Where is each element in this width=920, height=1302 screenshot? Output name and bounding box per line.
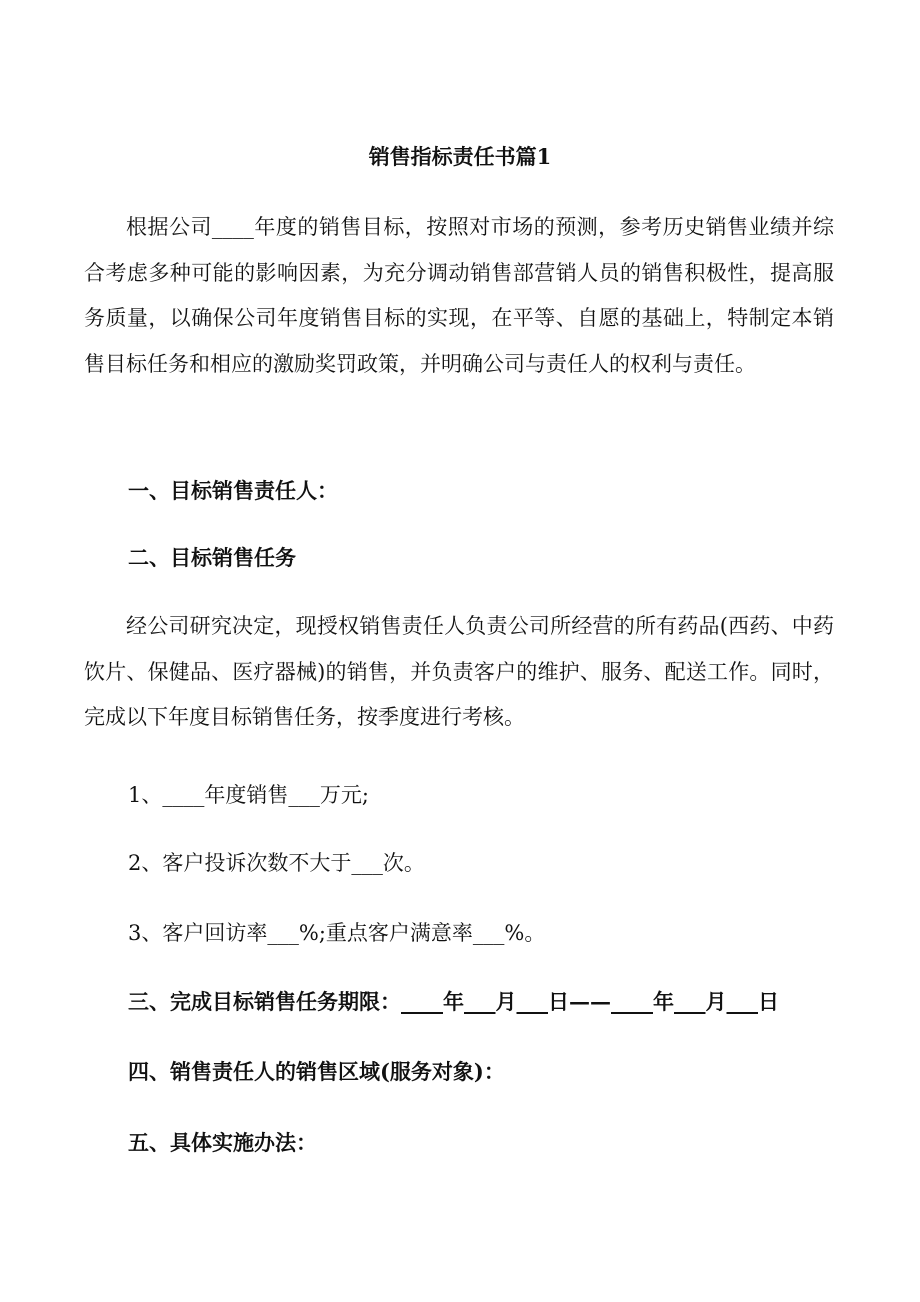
intro-paragraph: 根据公司____年度的销售目标，按照对市场的预测，参考历史销售业绩并综合考虑多种可能的影响因素，为充分调动销售部营销人员的销售积极性，提高服务质量，以确保公司年度销售目标的实现，在平等、自愿的基础上，特制定本销售目标任务和相应的激励奖罚政策，并明确公司与责任人的权利与责任。 <box>84 215 834 376</box>
task-item-2: 2、客户投诉次数不大于___次。 <box>128 851 425 875</box>
task-item-3: 3、客户回访率___%;重点客户满意率___%。 <box>128 921 546 945</box>
section-heading-4: 四、销售责任人的销售区域(服务对象)： <box>128 1059 505 1084</box>
section-heading-3: 三、完成目标销售任务期限：____年___月___日——____年___月___日 <box>128 989 779 1014</box>
task-description-paragraph: 经公司研究决定，现授权销售责任人负责公司所经营的所有药品(西药、中药饮片、保健品、医疗器械)的销售，并负责客户的维护、服务、配送工作。同时，完成以下年度目标销售任务，按季度进行考核。 <box>84 614 834 729</box>
section-heading-2: 二、目标销售任务 <box>128 545 296 570</box>
task-item-1: 1、____年度销售___万元; <box>128 783 369 807</box>
section-heading-5: 五、具体实施办法： <box>128 1130 317 1155</box>
section-heading-1: 一、目标销售责任人： <box>128 478 338 503</box>
document-title: 销售指标责任书篇1 <box>368 144 552 169</box>
